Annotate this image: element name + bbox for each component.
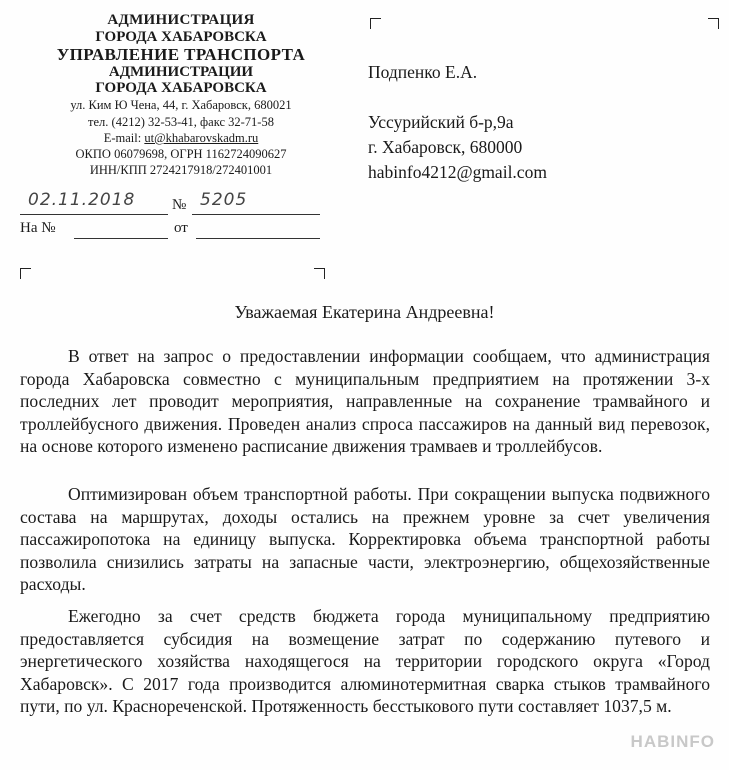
corner-mark-subject-left <box>20 268 31 279</box>
letterhead-line-department: УПРАВЛЕНИЕ ТРАНСПОРТА <box>56 45 306 64</box>
letterhead-address: ул. Ким Ю Чена, 44, г. Хабаровск, 680021 <box>70 98 292 112</box>
email-link[interactable]: ut@khabarovskadm.ru <box>144 131 259 145</box>
recipient-city: г. Хабаровск, 680000 <box>368 137 523 157</box>
letterhead-okpo: ОКПО 06079698, ОГРН 1162724090627 <box>75 147 287 161</box>
handwritten-number: 5205 <box>200 190 248 210</box>
letterhead-phone: тел. (4212) 32-53-41, факс 32-71-58 <box>88 115 274 129</box>
number-underline <box>192 214 320 215</box>
recipient-name: Подпенко Е.А. <box>368 62 478 82</box>
watermark: HABINFO <box>630 732 715 751</box>
paragraph-3: Ежегодно за счет средств бюджета города муниципальному предприятию предоставляется субсидия на возмещение затрат по содержанию путевого и энергетического хозяйства находящегося на территории городского округа «Город Хабаровск». С 2017 года производится алюминотермитная сварка стыков трамвайного пути, по ул. Краснореченской. Протяженность бесстыкового пути составляет 1037,5 м. <box>20 606 710 716</box>
corner-mark-recipient-right <box>708 18 719 29</box>
letterhead-inn: ИНН/КПП 2724217918/272401001 <box>89 163 273 177</box>
ref-label: На № <box>20 220 56 236</box>
paragraph-1: В ответ на запрос о предоставлении информации сообщаем, что администрация города Хабаровска совместно с муниципальным предприятием на протяжении 3-х последних лет проводит мероприятия, направленные на сохранение трамвайного и троллейбусного движения. Проведен анализ спроса пассажиров на данный вид перевозок, на основе которого изменено расписание движения трамваев и троллейбусов. <box>20 346 710 456</box>
recipient-email[interactable]: habinfo4212@gmail.com <box>368 162 547 182</box>
greeting: Уважаемая Екатерина Андреевна! <box>234 302 495 322</box>
letterhead-line-administration-2: АДМИНИСТРАЦИИ <box>108 64 254 80</box>
paragraph-2: Оптимизирован объем транспортной работы. При сокращении выпуска подвижного состава на маршрутах, доходы остались на прежнем уровне за счет увеличения пассажиропотока на единицу выпуска. Корректировка объема транспортной работы позволила снизились затраты на запасные части, электроэнергию, общехозяйственные расходы. <box>20 484 710 594</box>
letterhead-line-city-2: ГОРОДА ХАБАРОВСКА <box>95 80 267 96</box>
corner-mark-subject-right <box>314 268 325 279</box>
from-label: от <box>174 220 188 236</box>
ref-underline <box>74 238 168 239</box>
letterhead-line-administration: АДМИНИСТРАЦИЯ <box>107 12 255 28</box>
letterhead-email-line <box>0 131 362 146</box>
email-label: E-mail: <box>103 131 145 145</box>
from-underline <box>196 238 320 239</box>
recipient-street: Уссурийский б-р,9а <box>368 112 514 132</box>
date-underline <box>20 214 168 215</box>
letterhead-line-city: ГОРОДА ХАБАРОВСКА <box>95 29 267 45</box>
handwritten-date: 02.11.2018 <box>28 190 136 210</box>
number-label: № <box>172 197 187 213</box>
corner-mark-recipient-left <box>370 18 381 29</box>
